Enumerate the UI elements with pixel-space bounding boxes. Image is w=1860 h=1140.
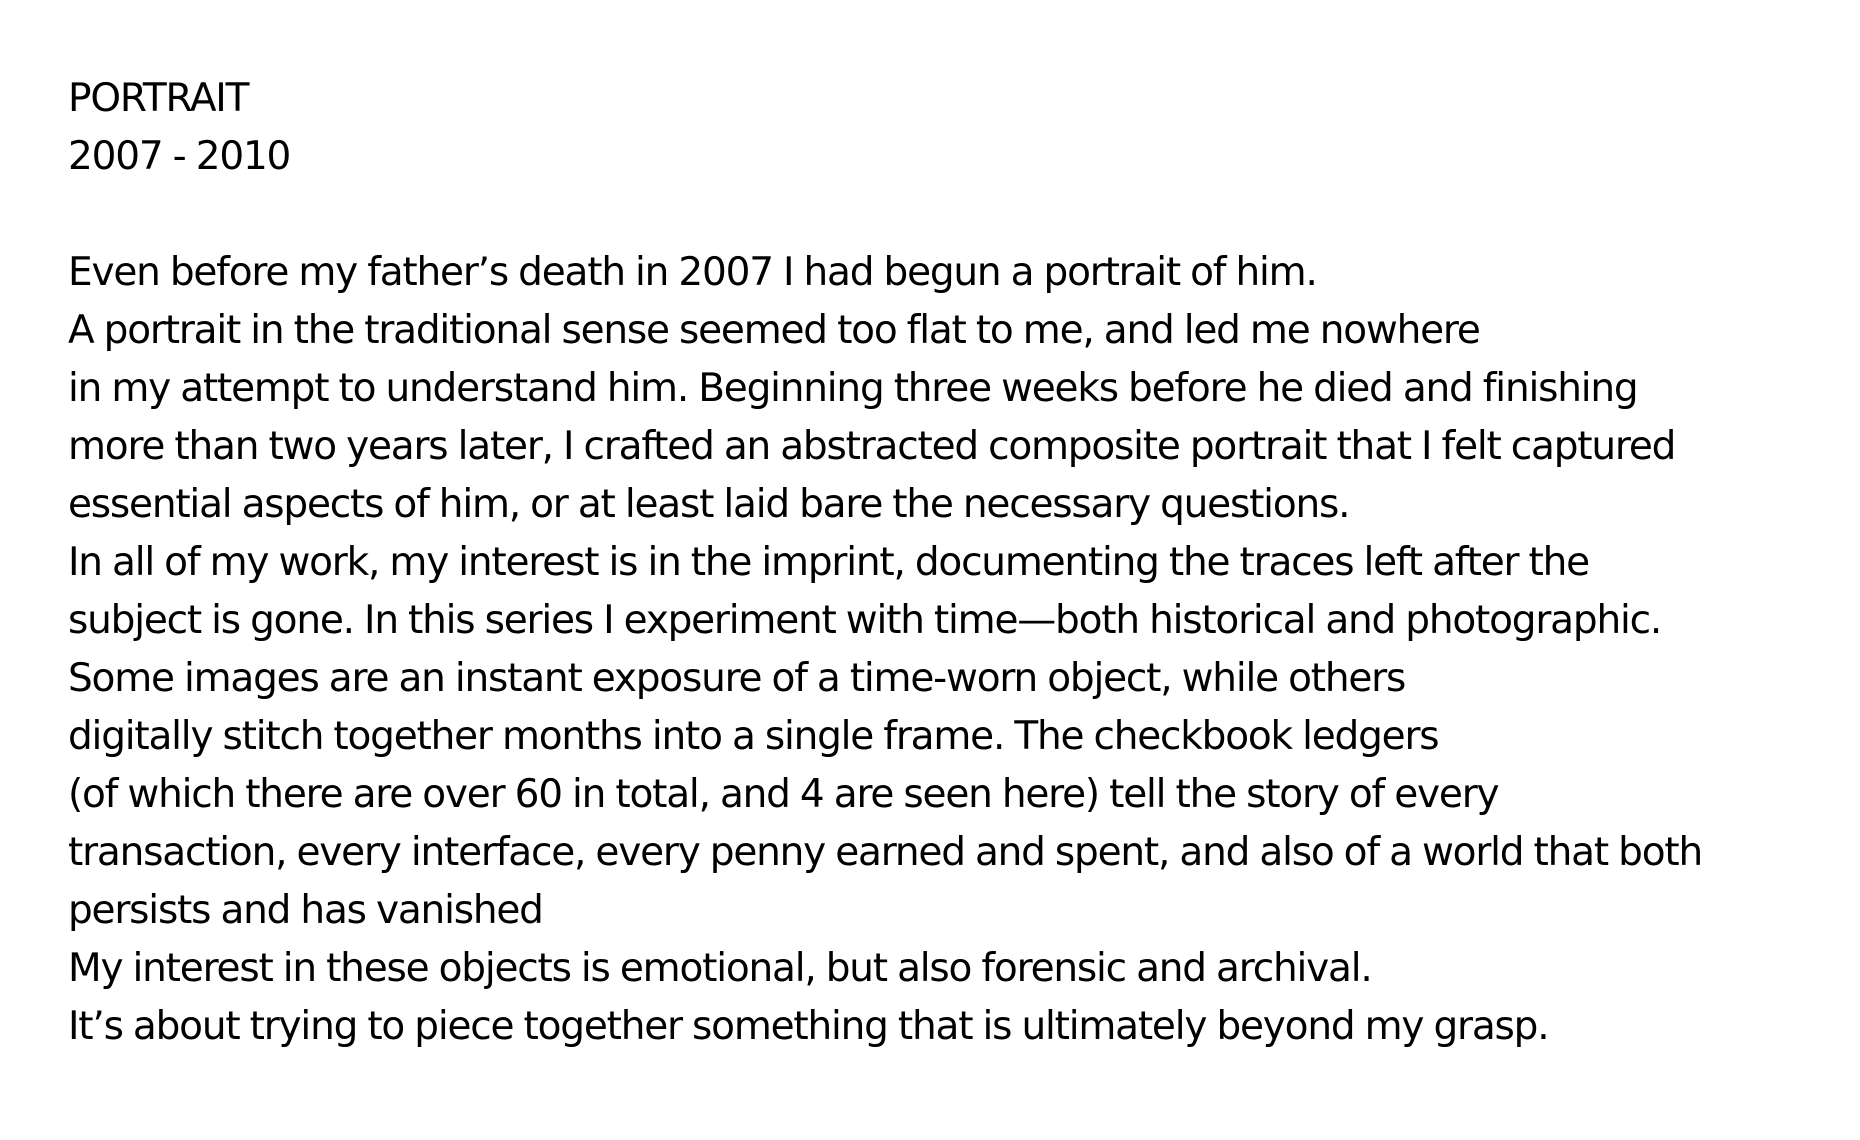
statement-line: In all of my work, my interest is in the imprint, documenting the traces left after the xyxy=(68,540,1589,585)
statement-line: more than two years later, I crafted an abstracted composite portrait that I felt captured xyxy=(68,424,1676,469)
document-text xyxy=(68,70,1848,1056)
statement-line: A portrait in the traditional sense seemed too flat to me, and led me nowhere xyxy=(68,308,1480,353)
blank-line xyxy=(68,186,1848,244)
statement-line: digitally stitch together months into a single frame. The checkbook ledgers xyxy=(68,714,1439,759)
document-years: 2007 - 2010 xyxy=(68,134,291,179)
statement-line: Some images are an instant exposure of a time-worn object, while others xyxy=(68,656,1406,701)
statement-line: It’s about trying to piece together something that is ultimately beyond my grasp. xyxy=(68,1004,1549,1049)
statement-body xyxy=(68,244,1848,1056)
document-title: PORTRAIT xyxy=(68,76,249,121)
statement-line: subject is gone. In this series I experiment with time—both historical and photographic. xyxy=(68,598,1662,643)
statement-line: (of which there are over 60 in total, and 4 are seen here) tell the story of every xyxy=(68,772,1499,817)
statement-line: transaction, every interface, every penny earned and spent, and also of a world that both xyxy=(68,830,1702,875)
statement-line: persists and has vanished xyxy=(68,888,543,933)
statement-line: Even before my father’s death in 2007 I had begun a portrait of him. xyxy=(68,250,1317,295)
statement-line: essential aspects of him, or at least laid bare the necessary questions. xyxy=(68,482,1350,527)
statement-line: My interest in these objects is emotional, but also forensic and archival. xyxy=(68,946,1372,991)
statement-line: in my attempt to understand him. Beginning three weeks before he died and finishing xyxy=(68,366,1638,411)
